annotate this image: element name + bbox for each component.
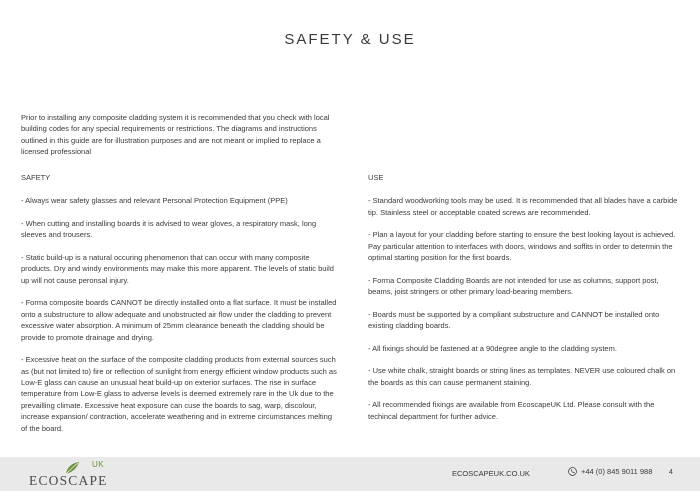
ecoscape-logo[interactable] bbox=[29, 461, 139, 489]
page-title: SAFETY & USE bbox=[284, 31, 416, 48]
page-number: 4 bbox=[669, 469, 673, 476]
logo-uk-text: UK bbox=[92, 460, 105, 469]
use-item: - Forma Composite Cladding Boards are not intended for use as columns, support post, beams, joist stringers or other primary load-bearing members. bbox=[368, 275, 659, 297]
safety-column bbox=[21, 172, 339, 445]
safety-item: - When cutting and installing boards it is advised to wear gloves, a respiratory mask, long sleeves and trousers. bbox=[21, 219, 317, 240]
safety-item: - Excessive heat on the surface of the composite cladding products from external sources such as (but not limited to) fire or reflection of sunlight from energy efficient window products such as Low-E glass can cause an unusual heat build-up on exterior surfaces. The rise in surface temperature from Low-E glass to adverse levels is deemed extremely rare in the Uk due to the prevailling climate. Excessive heat exposure can cuse the boards to sag, warp, discolour, increase expansion/ contraction, accelerate weathering and in extreme circumstances melting of the board. bbox=[21, 355, 337, 433]
phone-number: +44 (0) 845 9011 988 bbox=[581, 467, 653, 476]
footer-bar bbox=[0, 457, 700, 491]
use-item: - Use white chalk, straight boards or string lines as templates. NEVER use coloured chalk on the boards as this can cause permanent staining. bbox=[368, 366, 676, 387]
phone-contact[interactable] bbox=[568, 467, 652, 476]
website-link[interactable]: ECOSCAPEUK.CO.UK bbox=[452, 469, 530, 478]
safety-item: - Forma composite boards CANNOT be directly installed onto a flat surface. It must be installed onto a substructure to allow adequate and unobstructed air flow under the cladding to prevent excessive water absorption. A minimum of 25mm clearance beneath the cladding should be provide to promote drainage and drying. bbox=[21, 298, 337, 342]
safety-item: - Static build-up is a natural occuring phenomenon that can occur with many composite products. Dry and windy environments may make this more apparent. The levels of static build up will not cause peronsal injury. bbox=[21, 253, 334, 285]
intro-paragraph: Prior to installing any composite cladding system it is recommended that you check with local building codes for any special requirements or restrictions. The diagrams and instructions outlined in this guide are for illustration purposes and are not meant or implied to replace a licensed professional bbox=[21, 113, 330, 157]
use-column bbox=[368, 172, 678, 433]
safety-heading: SAFETY bbox=[21, 173, 51, 182]
use-item: - All recommended fixings are available from EcoscapeUK Ltd. Please consult with the techincal department for further advice. bbox=[368, 400, 655, 421]
use-item: - All fixings should be fastened at a 90degree angle to the cladding system. bbox=[368, 343, 617, 353]
safety-item: - Always wear safety glasses and relevant Personal Protection Equipment (PPE) bbox=[21, 196, 288, 206]
use-item: - Plan a layout for your cladding before starting to ensure the best looking layout is achieved. Pay particular attention to interfaces with doors, windows and soffits in order to determin the optimal starting position for the first boards. bbox=[368, 230, 676, 263]
logo-wordmark: ECOSCAPE bbox=[29, 473, 108, 488]
phone-icon bbox=[568, 467, 577, 476]
use-item: - Standard woodworking tools may be used. It is recommended that all blades have a carbide tip. Stainless steel or acceptable coated screws are recommended. bbox=[368, 196, 678, 217]
use-heading: USE bbox=[368, 173, 384, 182]
use-item: - Boards must be supported by a compliant substructure and CANNOT be installed onto existing cladding boards. bbox=[368, 309, 660, 331]
